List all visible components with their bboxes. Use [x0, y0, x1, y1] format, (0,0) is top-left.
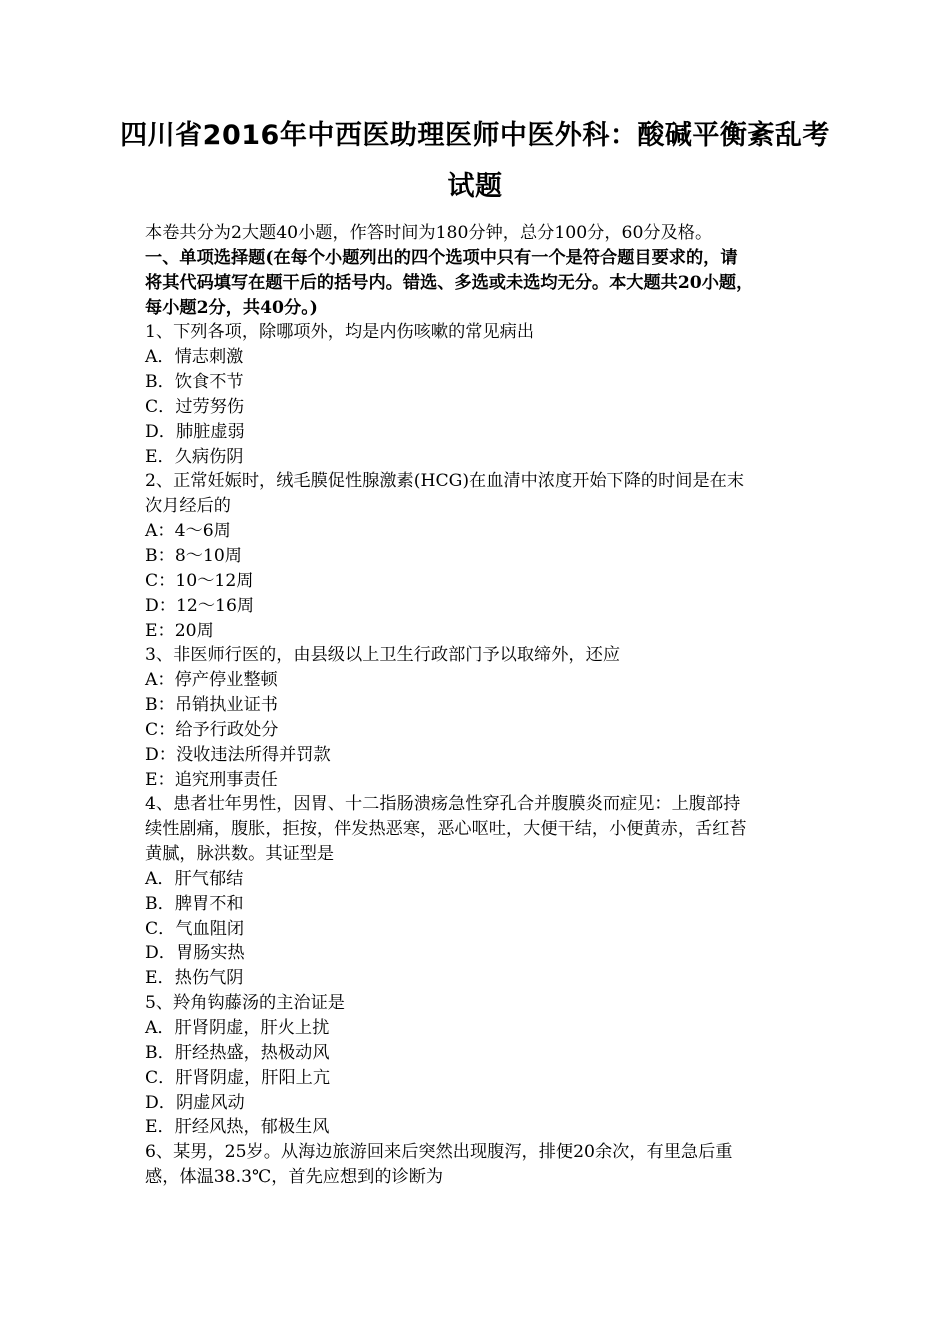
- answer-option: B．肝经热盛，热极动风: [145, 1042, 330, 1063]
- answer-option: D．肺脏虚弱: [145, 421, 245, 442]
- question-stem: 4、患者壮年男性，因胃、十二指肠溃疡急性穿孔合并腹膜炎而症见：上腹部持: [145, 794, 741, 815]
- answer-option: D．胃肠实热: [145, 943, 245, 964]
- answer-option: A．肝肾阴虚，肝火上扰: [145, 1018, 330, 1038]
- answer-option: B：吊销执业证书: [145, 695, 278, 716]
- question-2: [145, 469, 815, 643]
- answer-option: E．热伤气阴: [145, 968, 244, 989]
- question-stem: 1、下列各项，除哪项外，均是内伤咳嗽的常见病出: [145, 322, 535, 343]
- answer-option: E：追究刑事责任: [145, 769, 278, 790]
- answer-option: B：8～10周: [145, 545, 242, 566]
- question-stem: 2、正常妊娠时，绒毛膜促性腺激素(HCG)在血清中浓度开始下降的时间是在末: [145, 471, 745, 492]
- answer-option: A．情志刺激: [145, 347, 244, 368]
- answer-option: C．肝肾阴虚，肝阳上亢: [145, 1067, 331, 1088]
- answer-option: E．久病伤阴: [145, 446, 244, 467]
- question-4: [145, 792, 815, 991]
- answer-option: C：10～12周: [145, 570, 254, 591]
- section-heading-line-3: 每小题2分，共40分。): [145, 297, 318, 318]
- question-stem: 续性剧痛，腹胀，拒按，伴发热恶寒，恶心呕吐，大便干结，小便黄赤，舌红苔: [145, 819, 747, 840]
- document-body: [145, 221, 815, 1190]
- question-stem: 6、某男，25岁。从海边旅游回来后突然出现腹泻，排便20余次，有里急后重: [145, 1142, 733, 1163]
- answer-option: A．肝气郁结: [145, 868, 244, 889]
- answer-option: D：12～16周: [145, 595, 255, 616]
- question-stem: 次月经后的: [145, 496, 231, 517]
- question-stem: 3、非医师行医的，由县级以上卫生行政部门予以取缔外，还应: [145, 645, 621, 666]
- answer-option: B．饮食不节: [145, 372, 244, 393]
- answer-option: E：20周: [145, 620, 214, 641]
- question-6: [145, 1140, 815, 1190]
- answer-option: C．过劳努伤: [145, 396, 245, 417]
- question-5: [145, 991, 815, 1140]
- document-title-line-1: 四川省2016年中西医助理医师中医外科：酸碱平衡紊乱考: [120, 120, 830, 151]
- answer-option: A：4～6周: [145, 521, 231, 542]
- answer-option: D：没收违法所得并罚款: [145, 744, 331, 765]
- question-stem: 感，体温38.3℃，首先应想到的诊断为: [145, 1167, 444, 1188]
- question-stem: 5、羚角钩藤汤的主治证是: [145, 993, 345, 1014]
- answer-option: A：停产停业整顿: [145, 670, 278, 691]
- answer-option: B．脾胃不和: [145, 893, 244, 914]
- exam-intro: 本卷共分为2大题40小题，作答时间为180分钟，总分100分，60分及格。: [145, 223, 713, 243]
- answer-option: D．阴虚风动: [145, 1092, 245, 1113]
- document-title-line-2: 试题: [447, 171, 503, 202]
- question-1: [145, 320, 815, 469]
- question-stem: 黄腻，脉洪数。其证型是: [145, 844, 335, 865]
- section-heading-line-1: 一、单项选择题(在每个小题列出的四个选项中只有一个是符合题目要求的，请: [145, 247, 738, 268]
- answer-option: C：给予行政处分: [145, 719, 279, 740]
- section-heading-line-2: 将其代码填写在题干后的括号内。错选、多选或未选均无分。本大题共20小题，: [145, 272, 754, 293]
- answer-option: C．气血阻闭: [145, 918, 245, 939]
- answer-option: E．肝经风热，郁极生风: [145, 1117, 330, 1138]
- question-3: [145, 643, 815, 792]
